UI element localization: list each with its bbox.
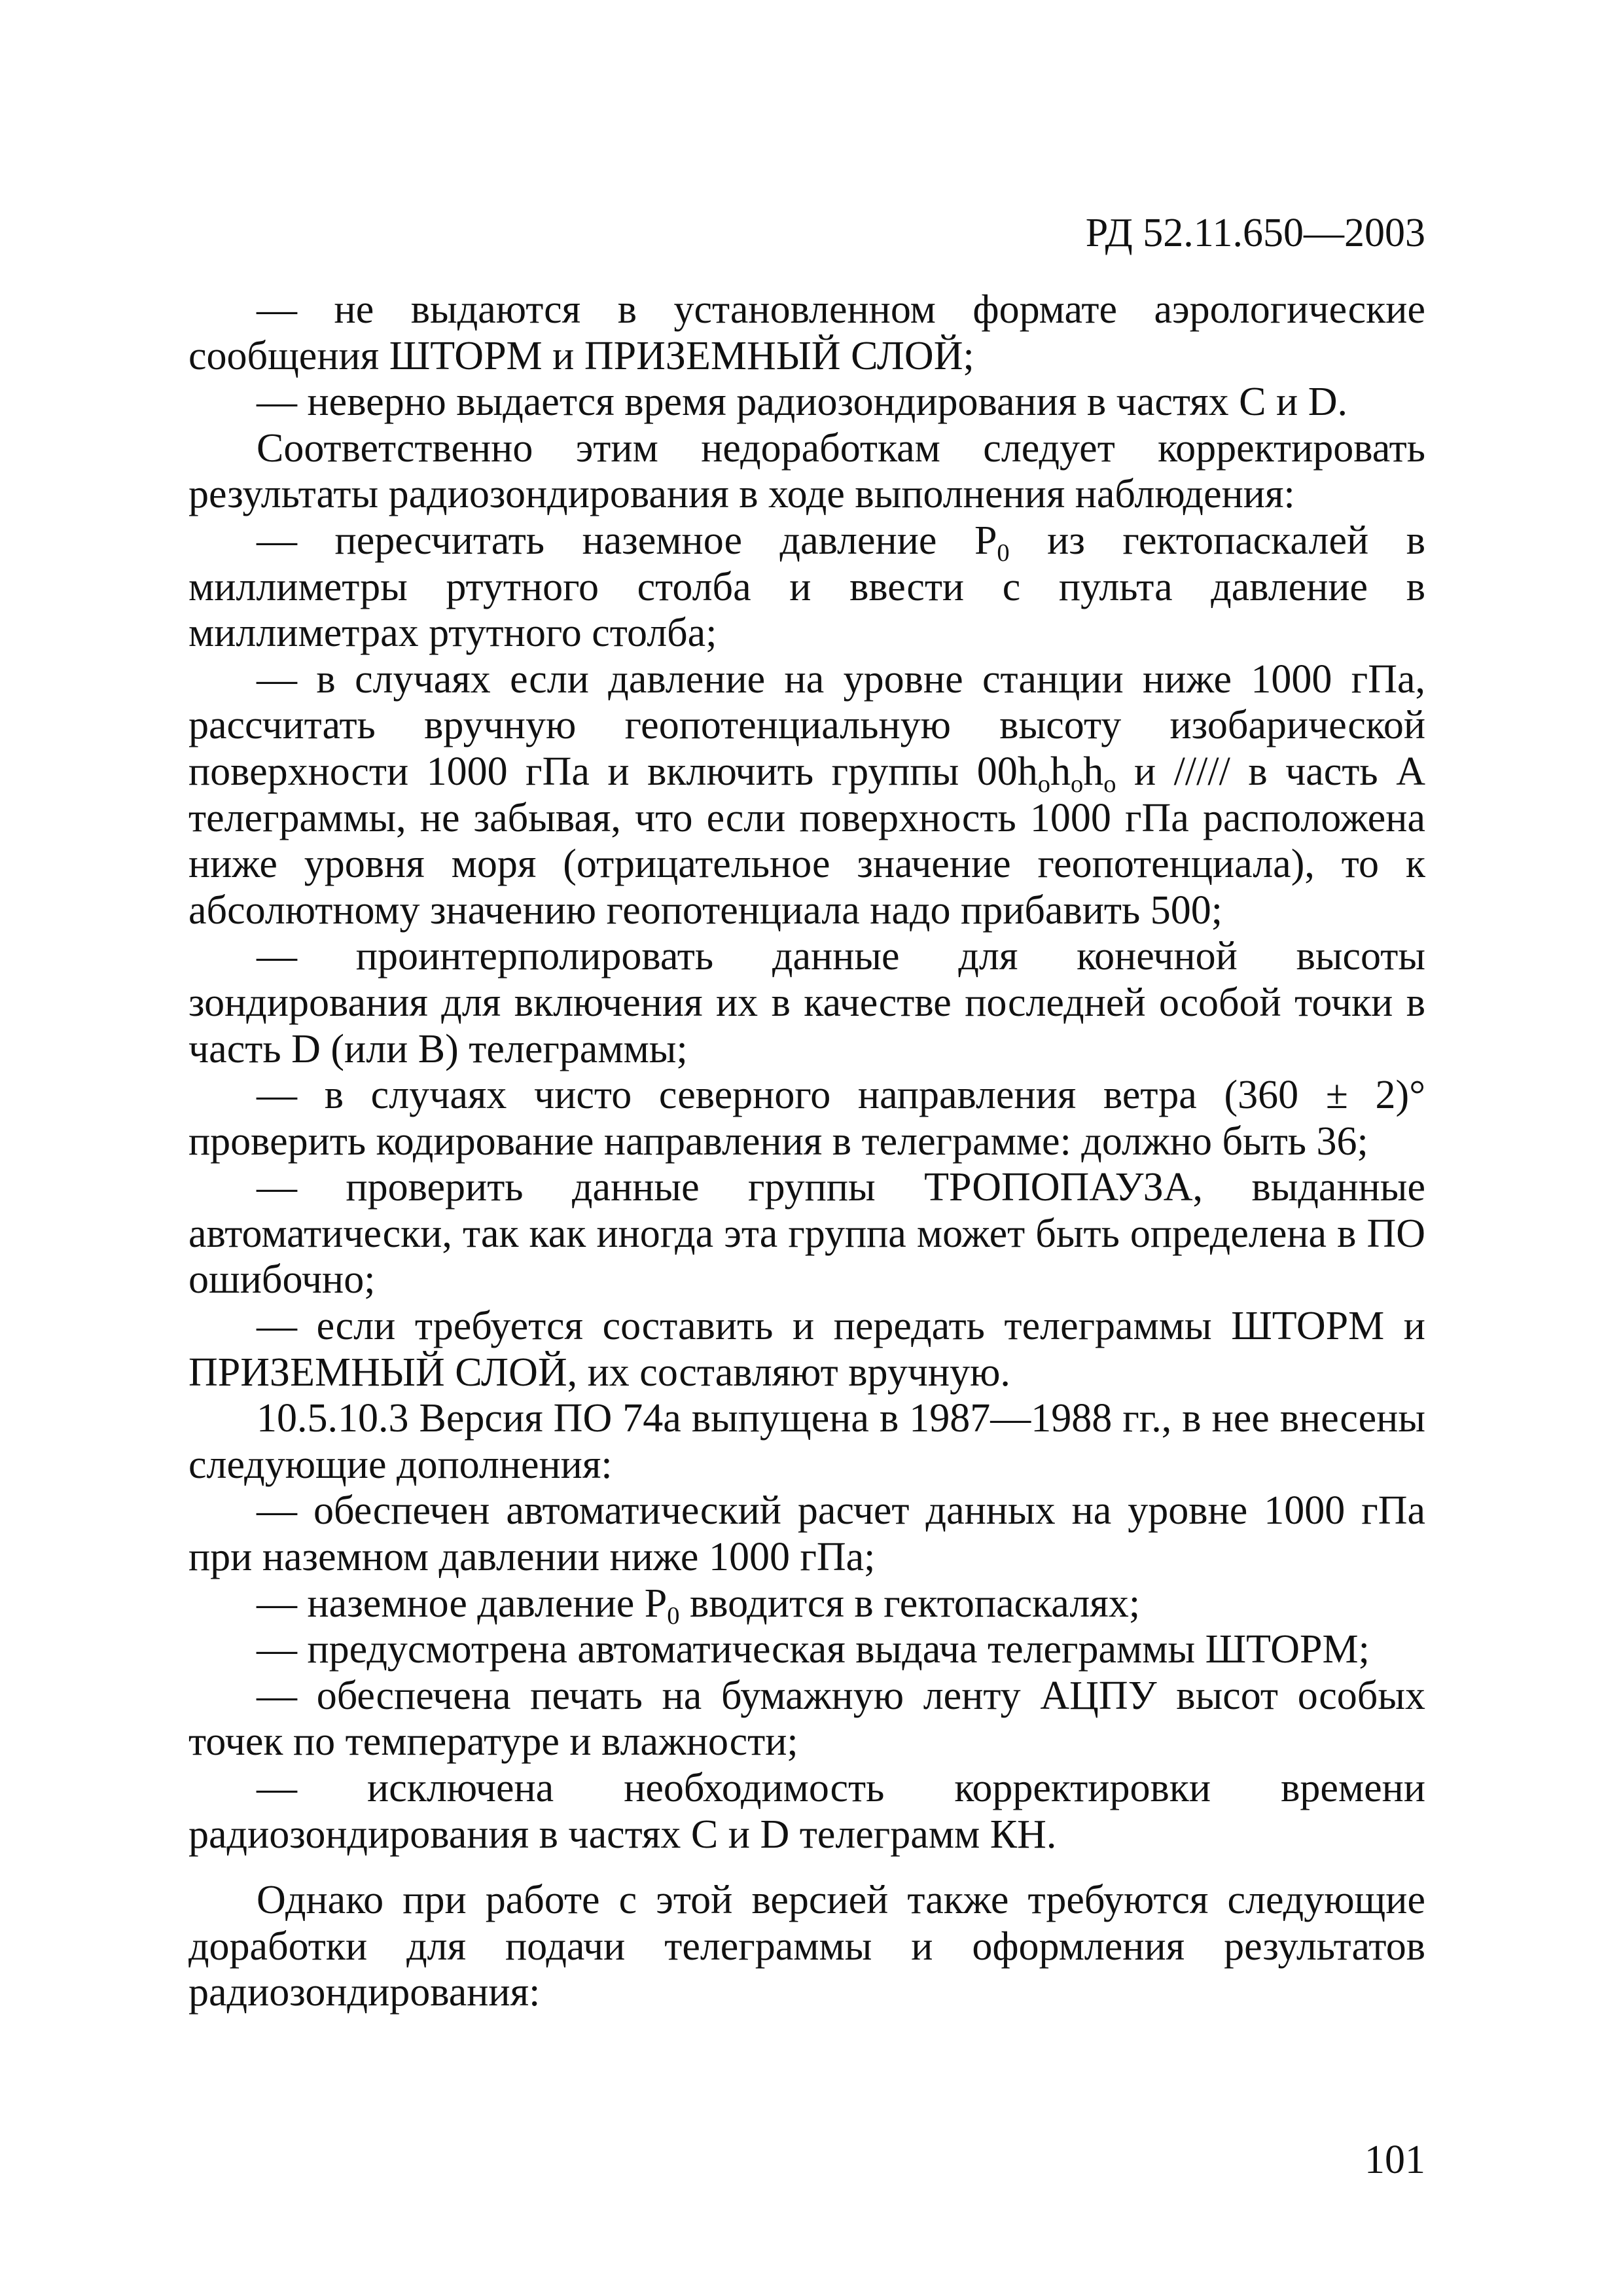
paragraph-12-text-end: вводится в гектопаскалях;	[679, 1581, 1141, 1626]
paragraph-5-text-end: и ///// в часть А телеграммы, не забывая, что если поверхность 1000 гПа расположена ниже уровня моря (отрицательное значение геопотенциала), то к абсолютному значению геопотенциала надо прибавить 500;	[188, 749, 1425, 933]
pressure-symbol: P	[974, 518, 997, 563]
paragraph-1: — не выдаются в установленном формате аэрологические сообщения ШТОРМ и ПРИЗЕМНЫЙ СЛОЙ;	[188, 287, 1425, 378]
paragraph-7: — в случаях чисто северного направления ветра (360 ± 2)° проверить кодирование направления в телеграмме: должно быть 36;	[188, 1073, 1425, 1164]
pressure-symbol: P	[644, 1581, 668, 1626]
paragraph-15: — исключена необходимость корректировки времени радиозондирования в частях С и D телеграмм КН.	[188, 1766, 1425, 1857]
pressure-subscript: 0	[997, 539, 1010, 567]
pressure-subscript: 0	[667, 1602, 680, 1630]
paragraph-4-text-start: — пересчитать наземное давление	[257, 518, 974, 563]
paragraph-12	[188, 1581, 1425, 1630]
height-subscript-2: o	[1071, 770, 1084, 798]
paragraph-5	[188, 656, 1425, 934]
height-symbol-3: h	[1083, 749, 1104, 794]
paragraph-11: — обеспечен автоматический расчет данных на уровне 1000 гПа при наземном давлении ниже 1000 гПа;	[188, 1488, 1425, 1580]
paragraph-2: — неверно выдается время радиозондирования в частях С и D.	[257, 380, 1347, 425]
body-text	[188, 287, 1425, 2016]
paragraph-10: 10.5.10.3 Версия ПО 74а выпущена в 1987—1988 гг., в нее внесены следующие дополнения:	[188, 1396, 1425, 1487]
paragraph-13: — предусмотрена автоматическая выдача телеграммы ШТОРМ;	[257, 1627, 1370, 1672]
paragraph-14: — обеспечена печать на бумажную ленту АЦПУ высот особых точек по температуре и влажности;	[188, 1673, 1425, 1765]
paragraph-9: — если требуется составить и передать телеграммы ШТОРМ и ПРИЗЕМНЫЙ СЛОЙ, их составляют вручную.	[188, 1304, 1425, 1395]
page-number: 101	[1364, 2138, 1425, 2182]
paragraph-3: Соответственно этим недоработкам следует корректировать результаты радиозондирования в ходе выполнения наблюдения:	[188, 425, 1425, 517]
height-subscript-1: o	[1037, 770, 1051, 798]
paragraph-4	[188, 518, 1425, 656]
height-subscript-3: o	[1103, 770, 1116, 798]
document-code: РД 52.11.650—2003	[1085, 211, 1425, 255]
paragraph-16: Однако при работе с этой версией также требуются следующие доработки для подачи телеграммы и оформления результатов радиозондирования:	[188, 1878, 1425, 2015]
paragraph-5-text-start: — в случаях если давление на уровне станции ниже 1000 гПа, рассчитать вручную геопотенциальную высоту изобарической поверхности 1000 гПа и включить группы 00h	[188, 656, 1425, 794]
paragraph-4-text-end: из гектопаскалей в миллиметры ртутного столба и ввести с пульта давление в миллиметрах ртутного столба;	[188, 518, 1426, 656]
paragraph-8: — проверить данные группы ТРОПОПАУЗА, выданные автоматически, так как иногда эта группа может быть определена в ПО ошибочно;	[188, 1165, 1425, 1302]
paragraph-6: — проинтерполировать данные для конечной высоты зондирования для включения их в качестве последней особой точки в часть D (или B) телеграммы;	[188, 934, 1425, 1071]
paragraph-12-text-start: — наземное давление	[257, 1581, 645, 1626]
height-symbol-2: h	[1050, 749, 1071, 794]
